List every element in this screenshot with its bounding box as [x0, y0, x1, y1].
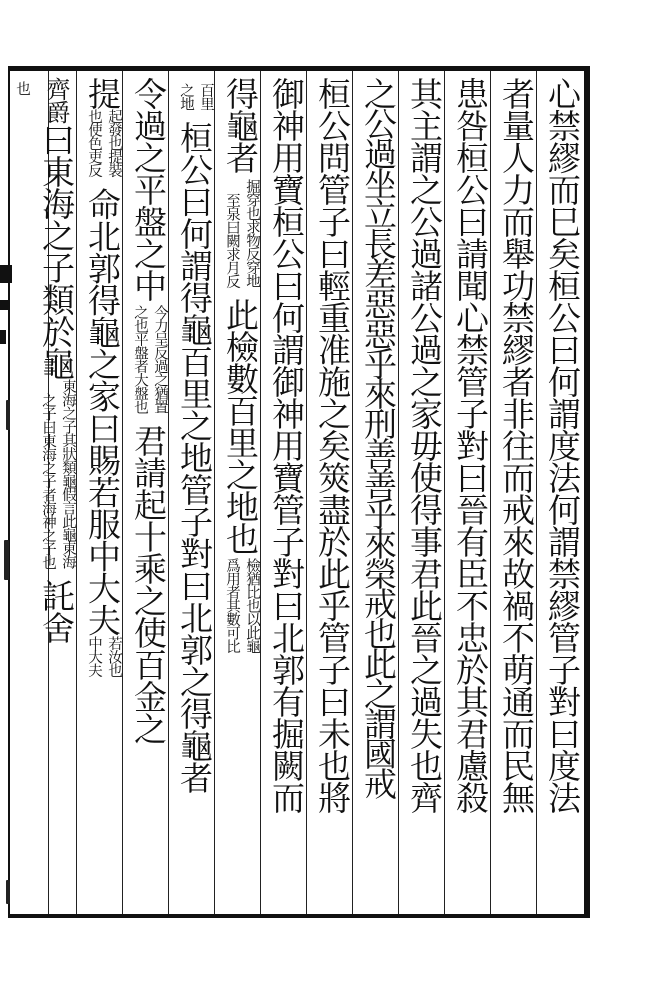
column-main-text: 御神用寶桓公曰何謂御神用寶管子對曰北郭有掘闕而: [267, 77, 306, 813]
text-column-6: [310, 77, 354, 813]
column-main-text: 其主謂之公過諸公過之家毋使得事君此晉之過失也齊: [405, 77, 444, 813]
commentary-note-line: 之地: [178, 83, 194, 110]
scan-speck: [4, 540, 9, 580]
scan-speck: [6, 880, 10, 904]
commentary-note-line: 檢猶比也以此龜: [244, 558, 260, 653]
text-column-8: [218, 77, 262, 664]
commentary-note-line: 至泉曰闕求月反: [224, 192, 240, 287]
column-main-text: 者量人力而舉功禁繆者非往而戒來故禍不萌通而民無: [497, 77, 536, 813]
text-column-12: [34, 77, 78, 643]
commentary-note: [222, 179, 262, 298]
page-frame: [8, 66, 590, 918]
column-main-text: 提: [83, 77, 122, 109]
column-main-text: 命北郭得龜之家曰賜若服中大夫: [83, 187, 122, 636]
column-main-text: 之公過坐立長差惡惡乎來刑善善乎來榮戒也此之謂國戒: [359, 77, 398, 797]
commentary-note-line: 掘穿也求物反穿地: [244, 179, 260, 287]
column-main-text: 君請起十乘之使百金之: [129, 424, 168, 744]
text-column-3: [448, 77, 492, 813]
text-column-13: [12, 81, 32, 96]
commentary-note: [84, 636, 124, 688]
column-main-text: 得龜者: [221, 77, 260, 173]
scan-speck: [6, 400, 10, 430]
commentary-note-line: 也: [14, 81, 30, 96]
column-main-text: 託舍: [37, 579, 76, 643]
text-column-10: [126, 77, 170, 744]
text-column-2: [494, 77, 538, 813]
commentary-note-line: 若汝也: [106, 635, 122, 676]
column-main-text: 桓公問管子曰輕重准施之矣筴盡於此乎管子曰未也將: [313, 77, 352, 813]
commentary-note-line: 之也平盤者大盤也: [132, 305, 148, 413]
column-main-text: 心禁繆而巳矣桓公曰何謂度法何謂禁繆管子對曰度法: [543, 77, 582, 813]
column-main-text: 此檢數百里之地也: [221, 298, 260, 554]
text-column-1: [540, 77, 584, 813]
scan-edge-mark: [0, 265, 12, 283]
column-main-text: 桓公曰何謂得龜百里之地管子對曰北郭之得龜者: [175, 121, 214, 793]
column-main-text: 齊爵: [42, 77, 70, 123]
column-main-text: 患咎桓公曰請聞心禁管子對曰晉有臣不忠於其君慮殺: [451, 77, 490, 813]
text-column-4: [402, 77, 446, 813]
text-column-9: [172, 77, 216, 793]
commentary-note-line: 今力呈反過之猶置: [152, 305, 168, 413]
commentary-note-line: 中大夫: [86, 635, 102, 676]
commentary-note-line: 之子曰東海之子者海神之子也: [40, 392, 56, 568]
scan-edge-mark: [0, 330, 6, 344]
commentary-note-line: 也使色吏反: [86, 109, 102, 177]
commentary-note-line: 起發也提裝: [106, 109, 122, 177]
column-main-text: 令過之平盤之中: [129, 77, 168, 301]
column-main-text: 曰東海之子類於龜: [37, 123, 76, 379]
scan-edge-mark: [0, 300, 8, 310]
commentary-note: [176, 77, 216, 121]
commentary-note-line: 爲用者其數可比: [224, 558, 240, 653]
commentary-note: [84, 109, 124, 188]
text-column-7: [264, 77, 308, 813]
commentary-note: [38, 379, 78, 579]
commentary-note: [130, 305, 170, 424]
commentary-note: [222, 558, 262, 664]
commentary-note-line: 東海之子其狀類龜假言此龜東海: [60, 379, 76, 568]
text-column-5: [356, 77, 400, 797]
text-column-11: [80, 77, 124, 687]
commentary-note-line: 百里: [198, 83, 214, 110]
